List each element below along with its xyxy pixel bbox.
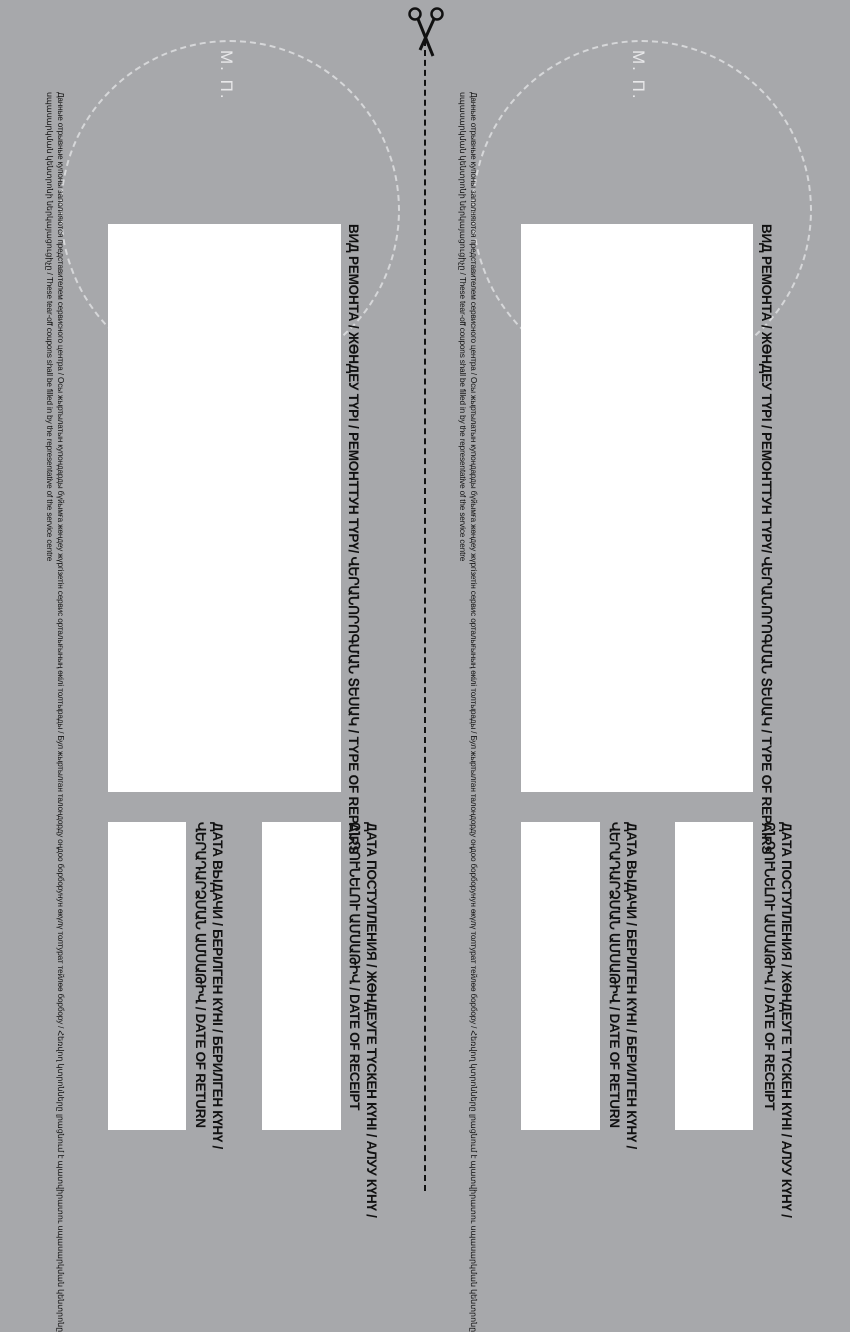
coupon-note-line-2: սպասարկման կենտրոնի ներկայացուցիչը / These tear-off coupons shall be filled in by the representative of the service centre bbox=[458, 92, 467, 562]
date-receipt-label bbox=[346, 822, 380, 1218]
date-return-label-line-1: ДАТА ВЫДАЧИ / БЕРІЛГЕН КҮНІ / БЕРИЛГЕН КҮНҮ / bbox=[624, 822, 639, 1149]
date-return-label-line-2: ՎԵՐԱԴԱՐՁՄԱՆ ԱՄՍԱԹԻՎ / DATE OF RETURN bbox=[607, 822, 622, 1128]
date-receipt-field[interactable] bbox=[262, 822, 341, 1130]
date-receipt-label bbox=[761, 822, 795, 1218]
coupon-note bbox=[44, 92, 66, 1332]
repair-type-field[interactable] bbox=[521, 224, 753, 792]
date-return-field[interactable] bbox=[521, 822, 600, 1130]
coupon-note-line-1: Данные отрывные купоны заполняются представителем сервисного центра / Осы жыртылатын купондарды бүйымға жөндеу жүргізетін сервис орталығының өкілі толтырады / Бул жыртылган талондорду оңдоо борборунун өкүлү толтурат тейлөө борбору / Հեռվող կտրոնները լրացնում է պատվիրատու սպասարկման կենտրոնը bbox=[56, 92, 65, 1332]
date-return-label-line-1: ДАТА ВЫДАЧИ / БЕРІЛГЕН КҮНІ / БЕРИЛГЕН КҮНҮ / bbox=[210, 822, 225, 1149]
coupon-note bbox=[457, 92, 479, 1332]
coupon-note-line-1: Данные отрывные купоны заполняются представителем сервисного центра / Осы жыртылатын купондарды бүйымға жөндеу жүргізетін сервис орталығының өкілі толтырады / Бул жыртылган талондорду оңдоо борборунун өкүлү толтурат тейлөө борбору / Հեռվող կտրոնները լրացնում է պատվիրատու սպասարկման կենտրոնը bbox=[469, 92, 478, 1332]
cut-line bbox=[424, 40, 426, 1191]
repair-type-label: ВИД РЕМОНТА / ЖӨНДЕУ ТҮРІ / РЕМОНТТУН ТҮРҮ/ ՎԵՐԱՆՈՐՈԳՄԱՆ ՏԵՍԱԿ / TYPE OF REPAIRS bbox=[346, 224, 361, 855]
date-receipt-field[interactable] bbox=[675, 822, 753, 1130]
repair-type-field[interactable] bbox=[108, 224, 341, 792]
date-receipt-label-line-1: ДАТА ПОСТУПЛЕНИЯ / ЖӨНДЕУГЕ ТҮСКЕН КҮНІ / АЛУУ КҮНҮ / bbox=[364, 822, 379, 1218]
date-receipt-label-line-1: ДАТА ПОСТУПЛЕНИЯ / ЖӨНДЕУГЕ ТҮСКЕН КҮНІ / АЛУУ КҮНҮ / bbox=[779, 822, 794, 1218]
coupon-note-line-2: սպասարկման կենտրոնի ներկայացուցիչը / These tear-off coupons shall be filled in by the representative of the service centre bbox=[45, 92, 54, 562]
date-return-field[interactable] bbox=[108, 822, 186, 1130]
scissors-icon bbox=[404, 4, 448, 64]
stamp-label: М. П. bbox=[629, 50, 648, 101]
date-return-label-line-2: ՎԵՐԱԴԱՐՁՄԱՆ ԱՄՍԱԹԻՎ / DATE OF RETURN bbox=[193, 822, 208, 1128]
date-receipt-label-line-2: ԸՆԴՈՒՆԵԼՈՒ ԱՄՍԱԹԻՎ / DATE OF RECEIPT bbox=[762, 822, 777, 1111]
repair-type-label: ВИД РЕМОНТА / ЖӨНДЕУ ТҮРІ / РЕМОНТТУН ТҮРҮ/ ՎԵՐԱՆՈՐՈԳՄԱՆ ՏԵՍԱԿ / TYPE OF REPAIRS bbox=[759, 224, 774, 855]
date-receipt-label-line-2: ԸՆԴՈՒՆԵԼՈՒ ԱՄՍԱԹԻՎ / DATE OF RECEIPT bbox=[347, 822, 362, 1111]
stamp-label: М. П. bbox=[217, 50, 236, 101]
date-return-label bbox=[192, 822, 226, 1149]
date-return-label bbox=[606, 822, 640, 1149]
